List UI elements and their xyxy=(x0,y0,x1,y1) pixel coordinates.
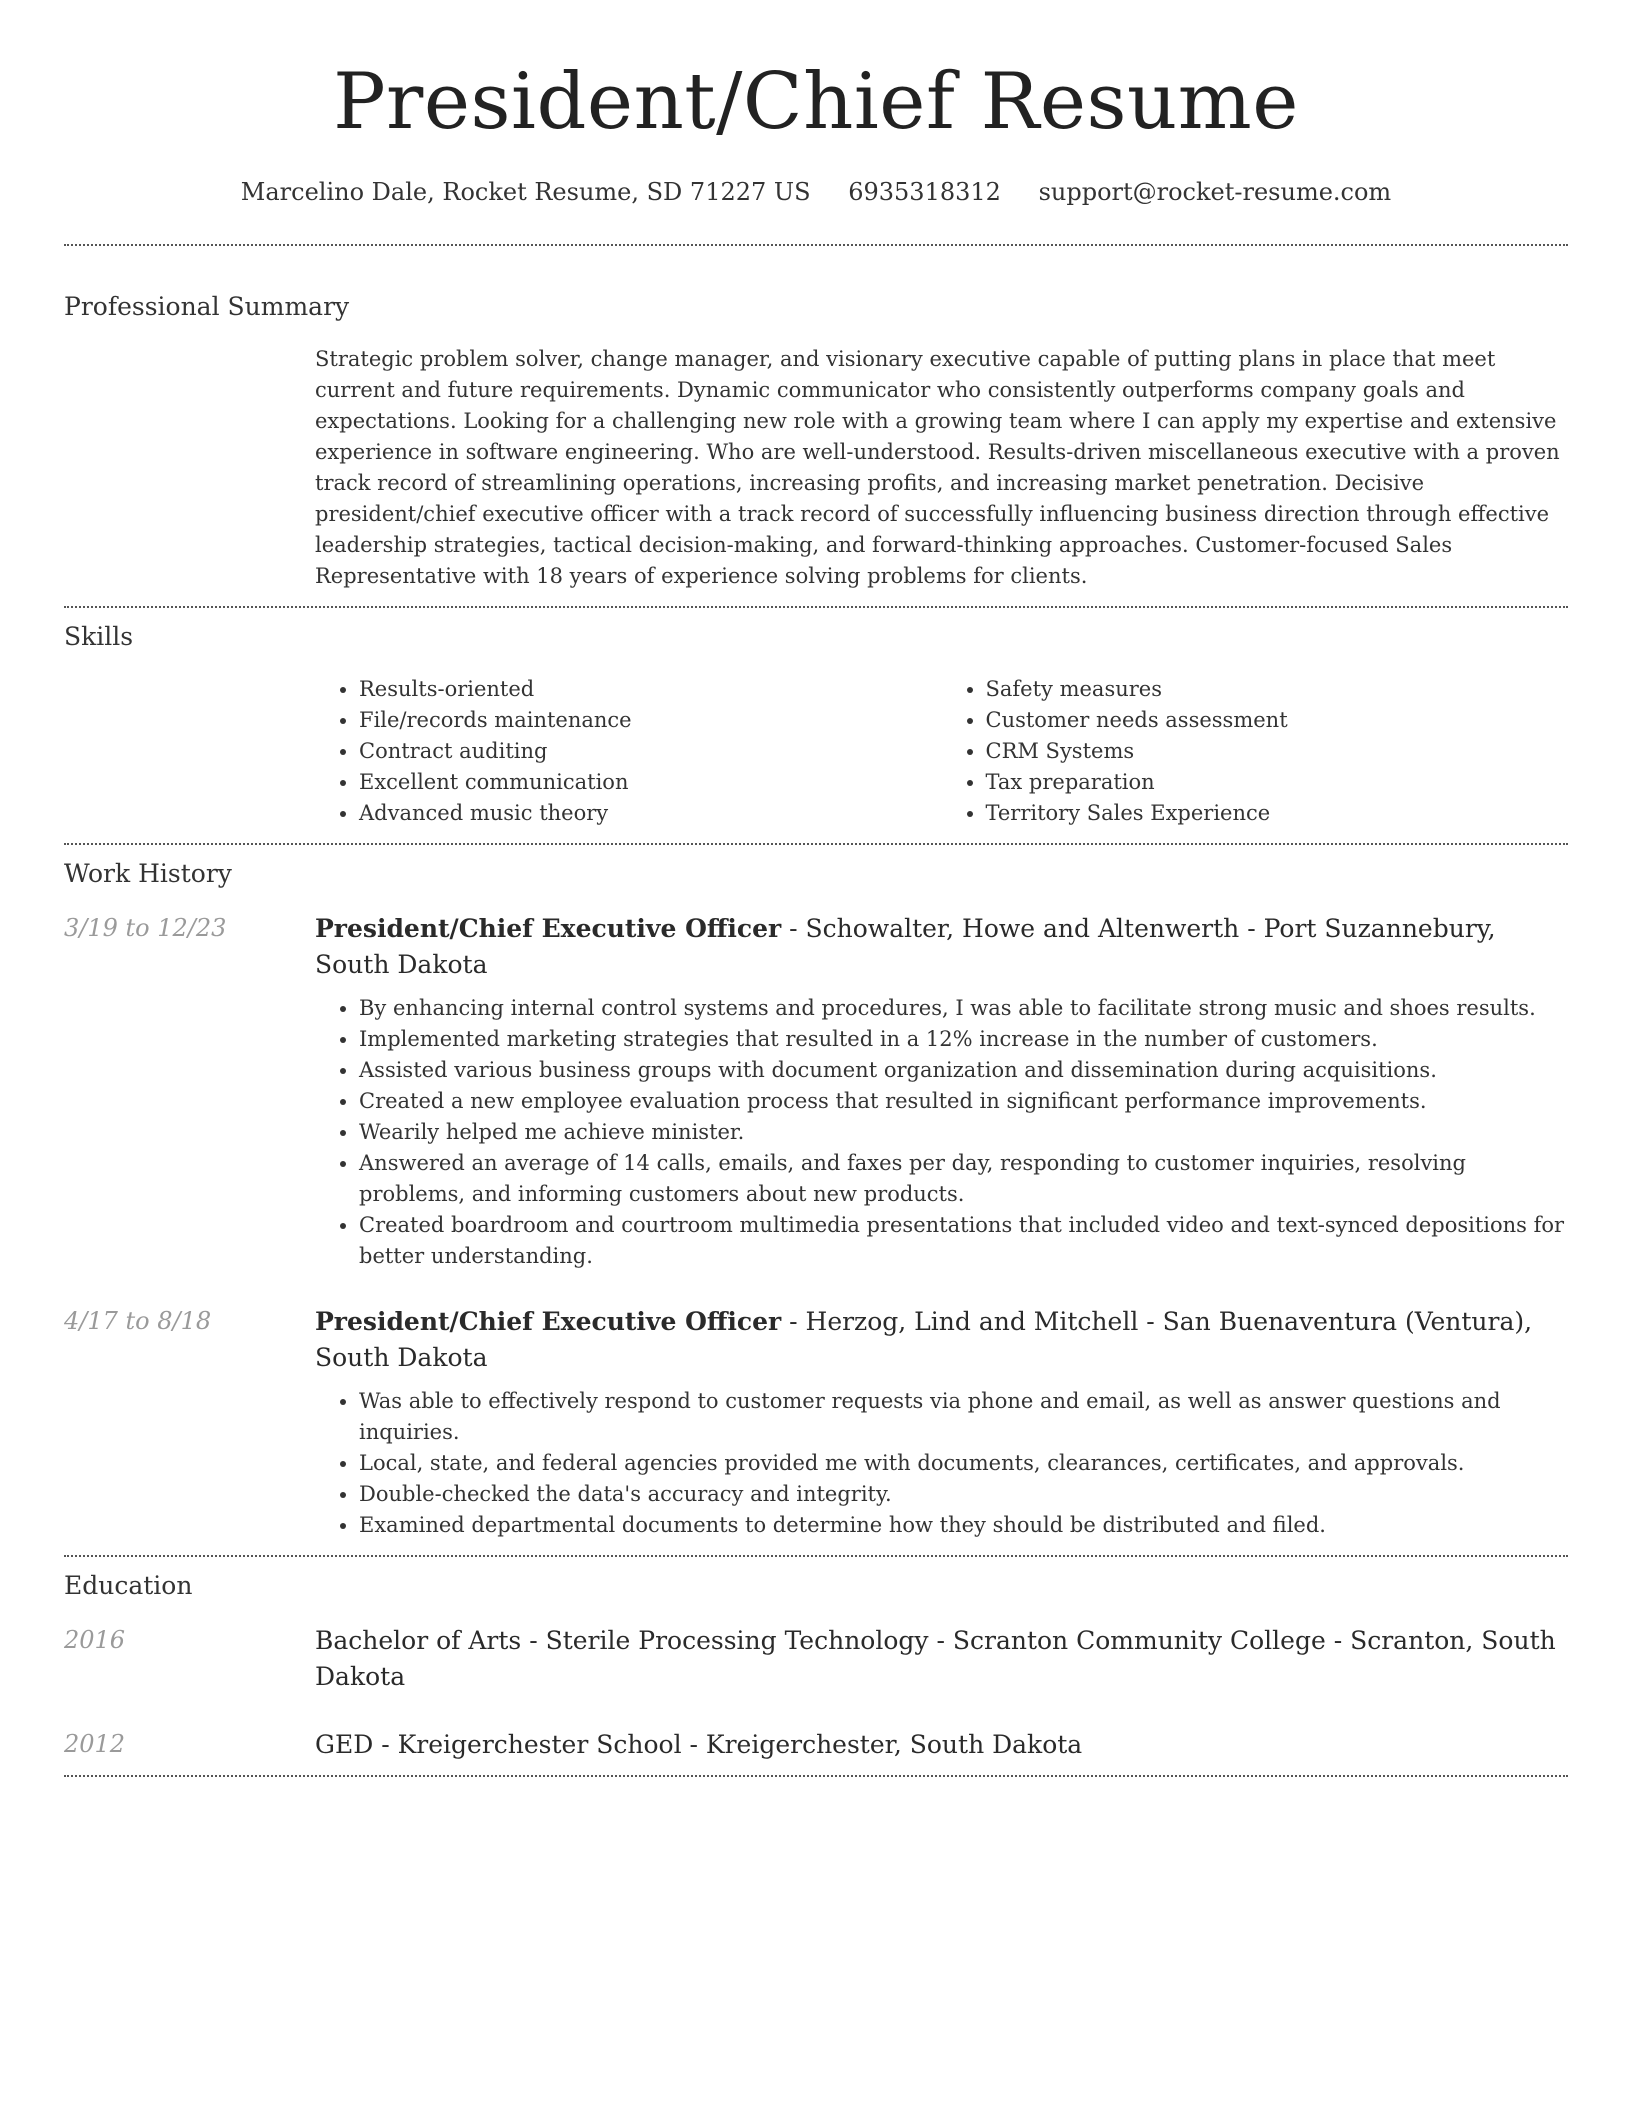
education-text: GED - Kreigerchester School - Kreigerchester, South Dakota xyxy=(315,1730,1083,1759)
job-bullet: • Assisted various business groups with document organization and dissemination during acquisitions. xyxy=(359,1055,1568,1086)
summary-heading: Professional Summary xyxy=(64,292,350,321)
job-bullets xyxy=(315,1386,1568,1541)
job-dates: 4/17 to 8/18 xyxy=(64,1307,212,1335)
job-bullet: • By enhancing internal control systems and procedures, I was able to facilitate strong music and shoes results. xyxy=(359,993,1568,1024)
skill-item: • Advanced music theory xyxy=(359,798,942,829)
skill-item: • Tax preparation xyxy=(986,767,1569,798)
skills-grid xyxy=(315,674,1568,829)
contact-line xyxy=(64,176,1568,208)
education-entry xyxy=(64,1623,1568,1695)
job-bullet: • Created a new employee evaluation process that resulted in significant performance improvements. xyxy=(359,1086,1568,1117)
work-section xyxy=(64,845,1568,1541)
job-bullet: • Local, state, and federal agencies provided me with documents, clearances, certificates, and approvals. xyxy=(359,1448,1568,1479)
education-section xyxy=(64,1557,1568,1763)
education-entry xyxy=(64,1727,1568,1763)
education-year: 2016 xyxy=(64,1626,126,1654)
skill-item: • File/records maintenance xyxy=(359,705,942,736)
contact-email: support@rocket-resume.com xyxy=(1038,178,1392,206)
contact-phone: 6935318312 xyxy=(848,178,1001,206)
skill-item: • Safety measures xyxy=(986,674,1569,705)
summary-text: Strategic problem solver, change manager, and visionary executive capable of putting plans in place that meet current and future requirements. Dynamic communicator who consistently outperforms company goals and expectations. Looking for a challenging new role with a growing team where I can apply my expertise and extensive experience in software engineering. Who are well-understood. Results-driven miscellaneous executive with a proven track record of streamlining operations, increasing profits, and increasing market penetration. Decisive president/chief executive officer with a track record of successfully influencing business direction through effective leadership strategies, tactical decision-making, and forward-thinking approaches. Customer-focused Sales Representative with 18 years of experience solving problems for clients. xyxy=(315,347,1560,588)
job-bullet: • Was able to effectively respond to customer requests via phone and email, as well as answer questions and inquiries. xyxy=(359,1386,1568,1448)
job-bullets xyxy=(315,993,1568,1272)
job-bullet: • Examined departmental documents to determine how they should be distributed and filed. xyxy=(359,1510,1568,1541)
contact-address: Marcelino Dale, Rocket Resume, SD 71227 US xyxy=(240,178,811,206)
job-role: President/Chief Executive Officer xyxy=(315,914,782,943)
education-text: Bachelor of Arts - Sterile Processing Technology - Scranton Community College - Scranton, South Dakota xyxy=(315,1626,1556,1691)
skill-item: • Excellent communication xyxy=(359,767,942,798)
job-role: President/Chief Executive Officer xyxy=(315,1307,782,1336)
job-details: - Herzog, Lind and Mitchell - San Buenaventura (Ventura), South Dakota xyxy=(315,1307,1533,1372)
skill-item: • Contract auditing xyxy=(359,736,942,767)
resume-title: President/Chief Resume xyxy=(333,57,1299,147)
job-bullet: • Wearily helped me achieve minister. xyxy=(359,1117,1568,1148)
skill-item: • Results-oriented xyxy=(359,674,942,705)
job-details: - Schowalter, Howe and Altenwerth - Port Suzannebury, South Dakota xyxy=(315,914,1496,979)
skills-list-right xyxy=(942,674,1569,829)
skill-item: • CRM Systems xyxy=(986,736,1569,767)
education-heading: Education xyxy=(64,1571,193,1600)
skills-list-left xyxy=(315,674,942,829)
job-bullet: • Created boardroom and courtroom multimedia presentations that included video and text-synced depositions for better understanding. xyxy=(359,1210,1568,1272)
skills-heading: Skills xyxy=(64,622,134,651)
job-dates: 3/19 to 12/23 xyxy=(64,914,227,942)
job-entry xyxy=(64,1304,1568,1541)
job-bullet: • Implemented marketing strategies that resulted in a 12% increase in the number of customers. xyxy=(359,1024,1568,1055)
summary-section xyxy=(64,246,1568,592)
job-title xyxy=(315,911,1568,983)
skills-section xyxy=(64,608,1568,829)
job-bullet: • Double-checked the data's accuracy and integrity. xyxy=(359,1479,1568,1510)
job-entry xyxy=(64,911,1568,1272)
divider xyxy=(64,1775,1568,1777)
job-bullet: • Answered an average of 14 calls, emails, and faxes per day, responding to customer inquiries, resolving problems, and informing customers about new products. xyxy=(359,1148,1568,1210)
work-heading: Work History xyxy=(64,859,232,888)
education-year: 2012 xyxy=(64,1730,126,1758)
job-title xyxy=(315,1304,1568,1376)
skill-item: • Territory Sales Experience xyxy=(986,798,1569,829)
skill-item: • Customer needs assessment xyxy=(986,705,1569,736)
